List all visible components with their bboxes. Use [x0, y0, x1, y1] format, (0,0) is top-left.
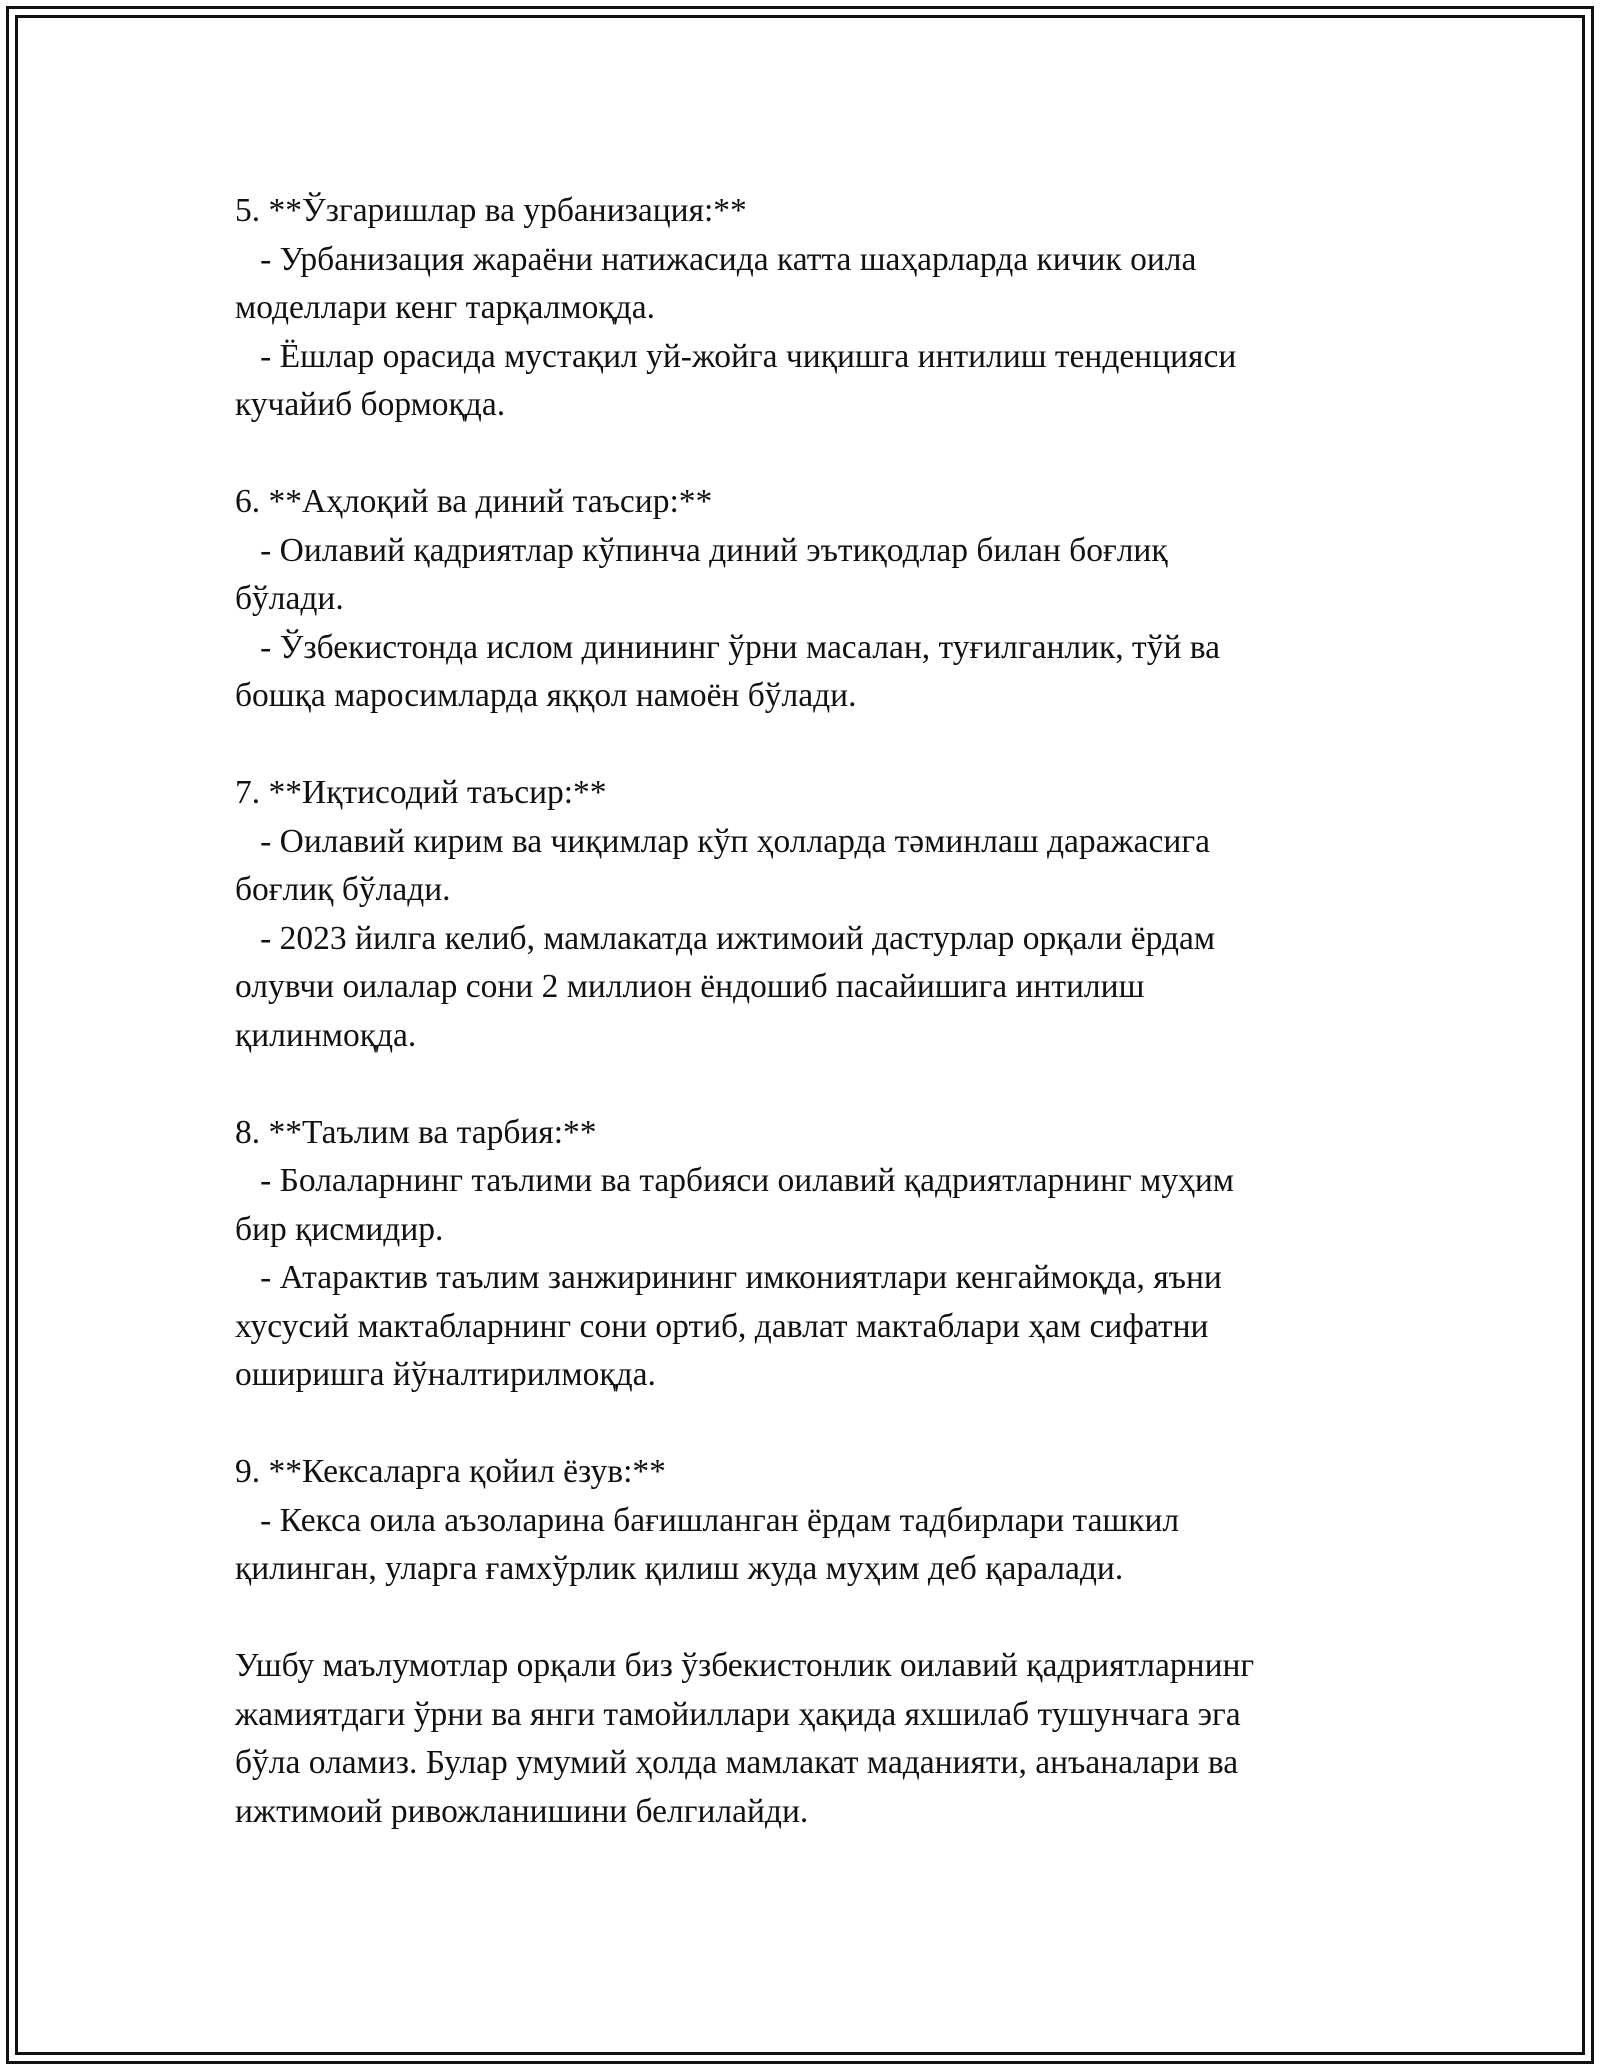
section-line: қилинган, уларга ғамхўрлик қилиш жуда муҳим деб қаралади. — [235, 1550, 1124, 1587]
section-heading: 6. **Аҳлоқий ва диний таъсир:** — [235, 483, 713, 520]
section-line: - Оилавий кирим ва чиқимлар кўп ҳолларда тәминлаш даражасига — [235, 822, 1210, 860]
section-line: - Ўзбекистонда ислом динининг ўрни масалан, туғилганлик, тўй ва — [235, 628, 1220, 666]
section-heading: 5. **Ўзгаришлар ва урбанизация:** — [235, 192, 747, 229]
section-heading: 9. **Кексаларга қойил ёзув:** — [235, 1453, 666, 1490]
section-economic — [235, 769, 1385, 1060]
closing-paragraph — [235, 1642, 1385, 1836]
section-line: - Кекса оила аъзоларина бағишланган ёрдам тадбирлари ташкил — [235, 1501, 1180, 1539]
closing-line: бўла оламиз. Булар умумий ҳолда мамлакат маданияти, анъаналари ва — [235, 1744, 1239, 1781]
section-line: кучайиб бормоқда. — [235, 386, 506, 423]
section-moral-religious — [235, 478, 1385, 721]
section-line: оширишга йўналтирилмоқда. — [235, 1356, 656, 1393]
section-line: бўлади. — [235, 580, 344, 617]
document-body — [235, 187, 1385, 1885]
section-line: бир қисмидир. — [235, 1210, 444, 1248]
section-line: - Болаларнинг таълими ва тарбияси оилавий қадриятларнинг муҳим — [235, 1162, 1234, 1199]
section-line: - Ёшлар орасида мустақил уй-жойга чиқишга интилиш тенденцияси — [235, 337, 1237, 375]
section-line: қилинмоқда. — [235, 1016, 417, 1054]
section-heading: 7. **Иқтисодий таъсир:** — [235, 774, 607, 811]
closing-line: ижтимоий ривожланишини белгилайди. — [235, 1792, 809, 1830]
section-line: олувчи оилалар сони 2 миллион ёндошиб пасайишига интилиш — [235, 968, 1145, 1005]
section-line: моделлари кенг тарқалмоқда. — [235, 289, 655, 326]
section-line: боғлиқ бўлади. — [235, 871, 451, 908]
section-heading: 8. **Таълим ва тарбия:** — [235, 1113, 597, 1151]
section-urbanization — [235, 187, 1385, 430]
section-line: хусусий мактабларнинг сони ортиб, давлат мактаблари ҳам сифатни — [235, 1307, 1209, 1345]
section-elderly — [235, 1448, 1385, 1594]
section-education — [235, 1109, 1385, 1400]
closing-line: жамиятдаги ўрни ва янги тамойиллари ҳақида яхшилаб тушунчага эга — [235, 1695, 1241, 1733]
section-line: - 2023 йилга келиб, мамлакатда ижтимоий дастурлар орқали ёрдам — [235, 919, 1216, 957]
section-line: - Атарактив таълим занжирининг имкониятлари кенгаймоқда, яъни — [235, 1259, 1222, 1296]
section-line: - Оилавий қадриятлар кўпинча диний эътиқодлар билан боғлиқ — [235, 531, 1168, 569]
section-line: бошқа маросимларда яққол намоён бўлади. — [235, 677, 857, 714]
closing-line: Ушбу маълумотлар орқали биз ўзбекистонлик оилавий қадриятларнинг — [235, 1647, 1255, 1684]
section-line: - Урбанизация жараёни натижасида катта шаҳарларда кичик оила — [235, 240, 1197, 278]
